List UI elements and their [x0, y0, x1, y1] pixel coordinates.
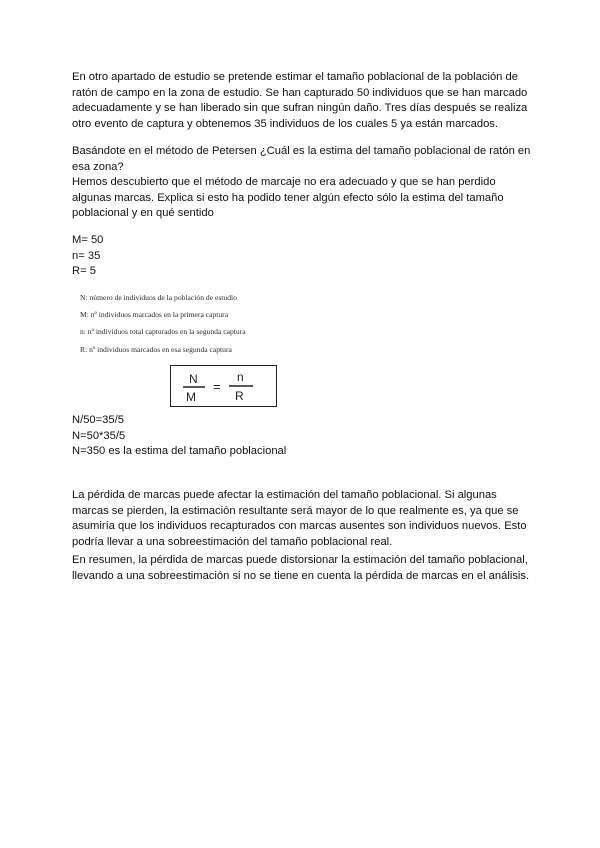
calculation-block — [72, 413, 542, 460]
calculation-line: N=350 es la estima del tamaño poblacional — [72, 445, 287, 458]
explanation-line: La pérdida de marcas puede afectar la estimación del tamaño poblacional. Si algunas — [72, 489, 497, 501]
question-line: poblacional y en qué sentido — [72, 207, 214, 220]
formula-R: R — [235, 389, 244, 403]
formula-drawing — [171, 366, 278, 408]
explanation-line: marcas se pierden, la estimación resultante será mayor de lo que realmente es, ya que se — [72, 504, 519, 517]
value-M: M= 50 — [72, 234, 104, 246]
definition-n: n: nº individuos total capturados en la segunda captura — [80, 327, 246, 336]
calculation-line: N/50=35/5 — [72, 414, 124, 426]
question-line: Hemos descubierto que el método de marcaje no era adecuado y que se han perdido — [72, 176, 496, 189]
summary-line: En resumen, la pérdida de marcas puede distorsionar la estimación del tamaño poblacional, — [72, 554, 528, 566]
question-line: algunas marcas. Explica si esto ha podido tener algún efecto sólo la estima del tamaño — [72, 191, 504, 204]
intro-paragraph — [72, 70, 542, 132]
intro-line: adecuadamente y se han liberado sin que sufran ningún daño. Tres días después se realiza — [72, 102, 528, 115]
explanation-paragraph — [72, 488, 542, 550]
question-line: esa zona? — [72, 160, 124, 173]
intro-line: ratón de campo en la zona de estudio. Se han capturado 50 individuos que se han marcado — [72, 86, 528, 99]
summary-paragraph — [72, 553, 542, 584]
summary-line: llevando a una sobreestimación si no se tiene en cuenta la pérdida de marcas en el análisis. — [72, 569, 530, 582]
intro-line: otro evento de captura y obtenemos 35 individuos de los cuales 5 ya están marcados. — [72, 117, 499, 130]
formula-N: N — [189, 372, 198, 386]
given-values — [72, 233, 542, 280]
value-R: R= 5 — [72, 265, 96, 278]
formula-equals: = — [213, 379, 221, 394]
definition-M: M: nº individuos marcados en la primera captura — [80, 310, 229, 319]
formula-M: M — [186, 390, 196, 404]
question-line: Basándote en el método de Petersen ¿Cuál es la estima del tamaño poblacional de ratón en — [72, 145, 531, 157]
definition-N: N: número de individuos de la población de estudio — [80, 293, 237, 302]
formula-n: n — [237, 370, 244, 384]
petersen-formula — [170, 365, 277, 407]
value-n: n= 35 — [72, 249, 101, 262]
explanation-line: asumiría que los individuos recapturados con marcas ausentes son individuos nuevos. Esto — [72, 520, 527, 533]
explanation-line: podría llevar a una sobreestimación del tamaño poblacional real. — [72, 535, 393, 548]
definition-R: R: nº individuos marcados en esa segunda captura — [80, 345, 232, 354]
question-paragraph — [72, 144, 542, 222]
intro-line: En otro apartado de estudio se pretende estimar el tamaño poblacional de la población de — [72, 71, 518, 83]
calculation-line: N=50*35/5 — [72, 429, 126, 442]
